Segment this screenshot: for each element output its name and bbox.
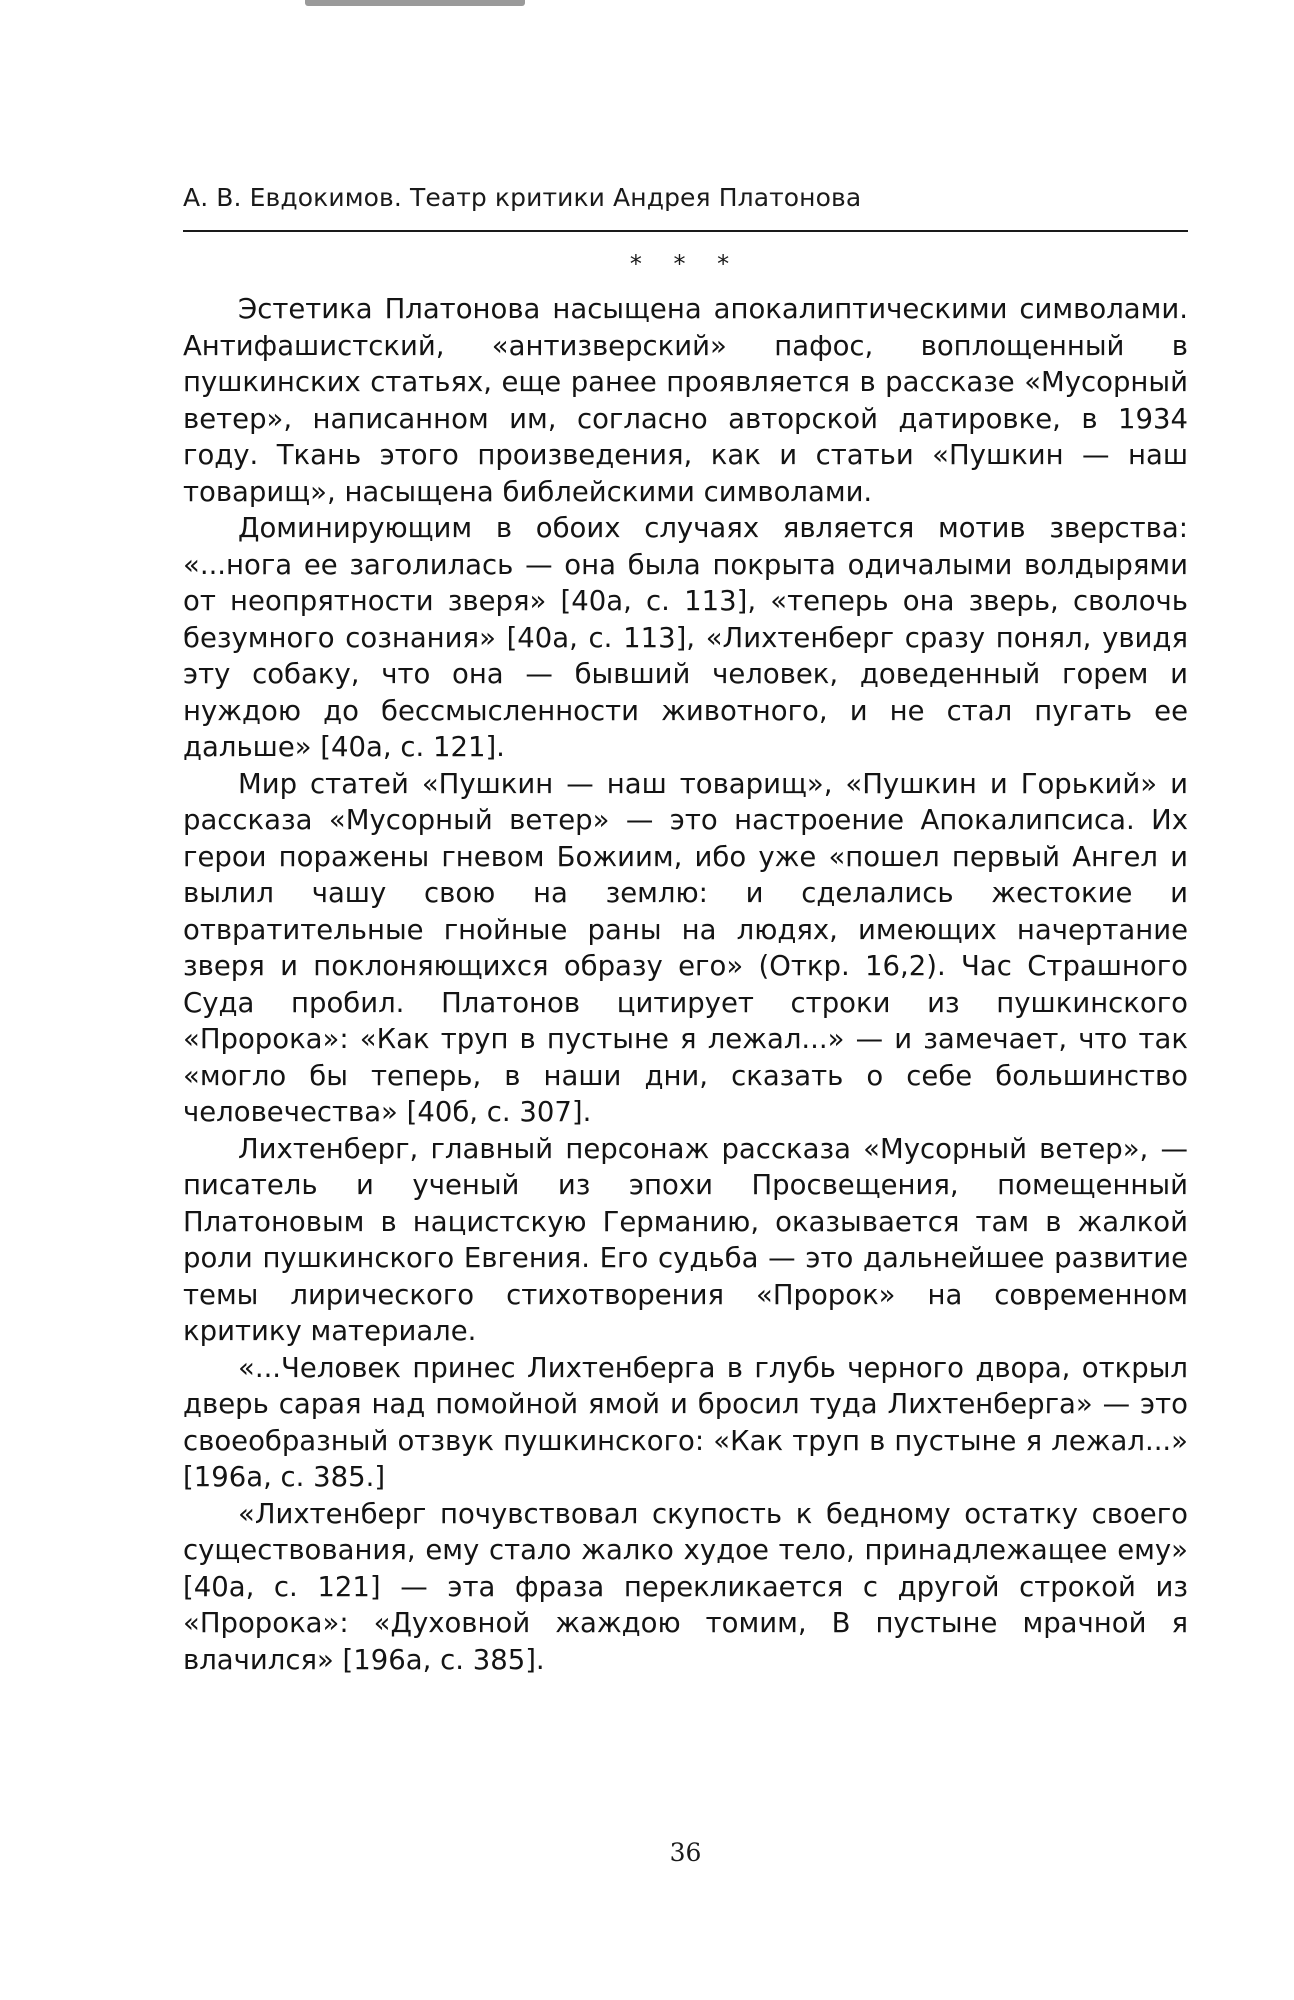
paragraph: Эстетика Платонова насыщена апокалиптическими символами. Антифашистский, «антизверский» пафос, воплощенный в пушкинских статьях, еще ранее проявляется в рассказе «Мусорный ветер», написанном им, согласно авторской датировке, в 1934 году. Ткань этого произведения, как и статьи «Пушкин — наш товарищ», насыщена библейскими символами. [183,293,1188,508]
book-page [183,0,1188,2000]
running-header: А. В. Евдокимов. Театр критики Андрея Платонова [183,183,862,212]
paragraph: Мир статей «Пушкин — наш товарищ», «Пушкин и Горький» и рассказа «Мусорный ветер» — это настроение Апокалипсиса. Их герои поражены гневом Божиим, ибо уже «пошел первый Ангел и вылил чашу свою на землю: и сделались жестокие и отвратительные гнойные раны на людях, имеющих начертание зверя и поклоняющихся образу его» (Откр. 16,2). Час Страшного Суда пробил. Платонов цитирует строки из пушкинского «Пророка»: «Как труп в пустыне я лежал...» — и замечает, что так «могло бы теперь, в наши дни, сказать о себе большинство человечества» [40б, с. 307]. [183,767,1188,1128]
paragraph: Лихтенберг, главный персонаж рассказа «Мусорный ветер», — писатель и ученый из эпохи Просвещения, помещенный Платоновым в нацистскую Германию, оказывается там в жалкой роли пушкинского Евгения. Его судьба — это дальнейшее развитие темы лирического стихотворения «Пророк» на современном критику материале. [183,1132,1188,1347]
header-divider [183,230,1188,232]
paragraph: «...Человек принес Лихтенберга в глубь черного двора, открыл дверь сарая над помойной ямой и бросил туда Лихтенберга» — это своеобразный отзвук пушкинского: «Как труп в пустыне я лежал...» [196а, с. 385.] [183,1351,1188,1493]
paragraph: Доминирующим в обоих случаях является мотив зверства: «...нога ее заголилась — она была покрыта одичалыми волдырями от неопрятности зверя» [40а, с. 113], «теперь она зверь, сволочь безумного сознания» [40а, с. 113], «Лихтенберг сразу понял, увидя эту собаку, что она — бывший человек, доведенный горем и нуждою до бессмысленности животного, и не стал пугать ее дальше» [40а, с. 121]. [183,512,1188,763]
page-number: 36 [669,1838,702,1867]
paragraph: «Лихтенберг почувствовал скупость к бедному остатку своего существования, ему стало жалко худое тело, принадлежащее ему» [40а, с. 121] — эта фраза перекликается с другой строкой из «Пророка»: «Духовной жаждою томим, В пустыне мрачной я влачился» [196а, с. 385]. [183,1497,1188,1676]
body-text [183,291,1188,1678]
section-asterism: * * * [629,250,742,278]
